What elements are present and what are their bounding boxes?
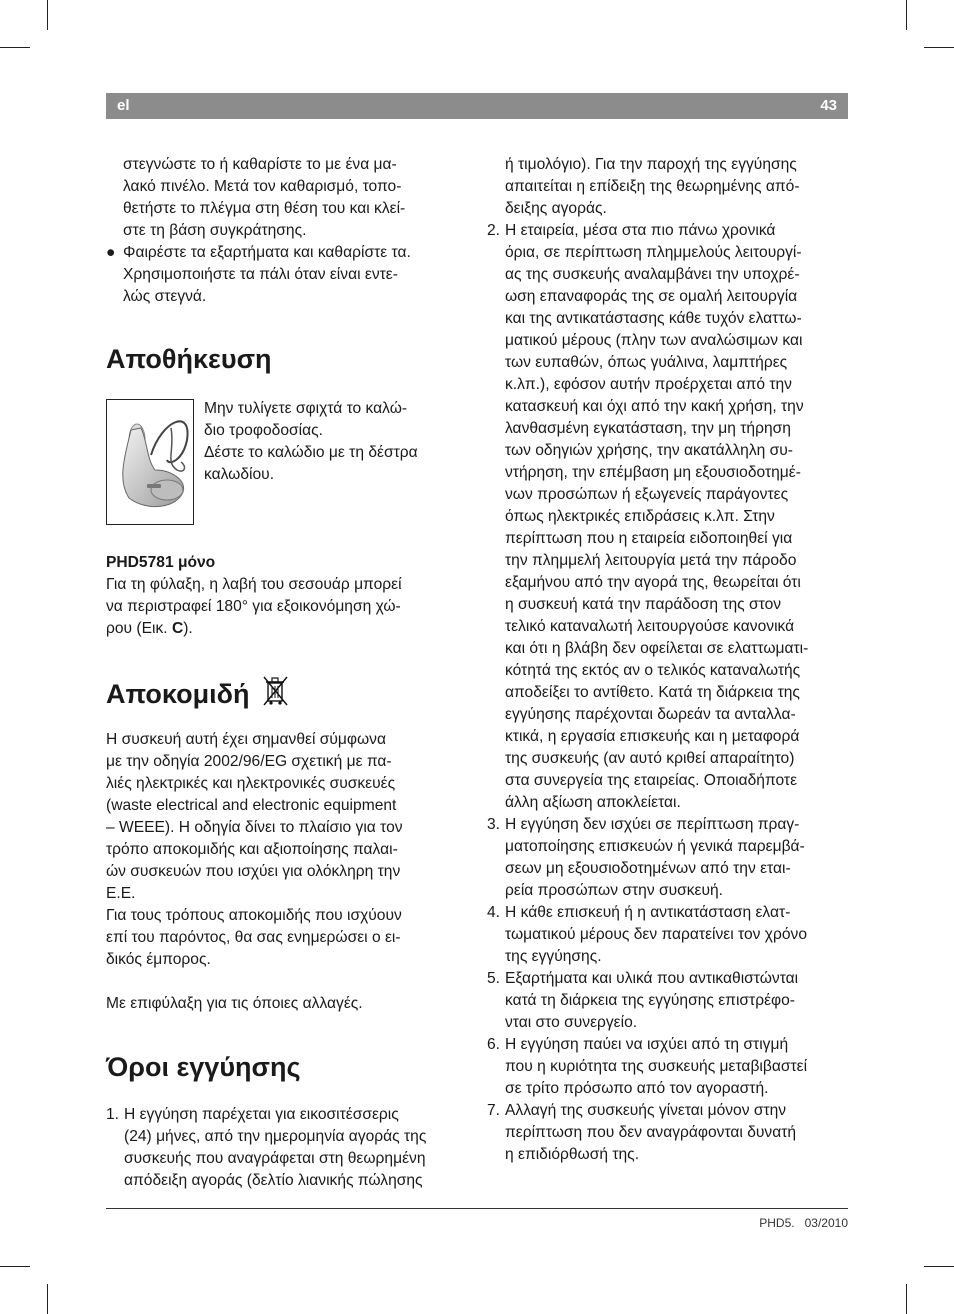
text-line: η συσκευή κατά την παράδοση της στον bbox=[505, 596, 782, 613]
text-line: Αλλαγή της συσκευής γίνεται μόνον στην bbox=[505, 1102, 787, 1119]
text-line: διο τροφοδοσίας. bbox=[204, 422, 323, 439]
crop-mark bbox=[0, 47, 30, 48]
text-line: σε τρίτο πρόσωπο από τον αγοραστή. bbox=[505, 1080, 769, 1097]
disposal-heading bbox=[106, 675, 289, 710]
text-line: νων προσώπων ή εξωγενείς παράγοντες bbox=[505, 486, 789, 503]
text-line: σεων μη εξουσιοδοτημένων από την εται- bbox=[505, 860, 791, 877]
text-line: (24) μήνες, από την ημερομηνία αγοράς της bbox=[124, 1128, 427, 1145]
text-line: απαιτείται η επίδειξη της θεωρημένης από- bbox=[505, 178, 800, 195]
text-line: ρεία προσώπων στην συσκευή. bbox=[505, 882, 724, 899]
text-line: τρόπο αποκομιδής και αξιοποίησης παλαι- bbox=[106, 841, 398, 858]
reservation-note: Με επιφύλαξη για τις όποιες αλλαγές. bbox=[106, 995, 363, 1012]
text-line: ματικού μέρους (πλην των αναλώσιμων και bbox=[505, 332, 803, 349]
disposal-text bbox=[106, 729, 468, 1015]
crop-mark bbox=[47, 1284, 48, 1314]
text-line: όπως ηλεκτρικές επιδράσεις κ.λπ. Στην bbox=[505, 508, 775, 525]
text-line: δειξης αγοράς. bbox=[505, 200, 607, 217]
crop-mark bbox=[906, 0, 907, 30]
bullet-icon: ● bbox=[106, 244, 116, 261]
spacer bbox=[106, 971, 468, 993]
disposal-heading-text: Αποκομιδή bbox=[106, 679, 250, 709]
text-line: Εξαρτήματα και υλικά που αντικαθιστώνται bbox=[505, 970, 799, 987]
bullet-item bbox=[106, 242, 468, 308]
text-line: (waste electrical and electronic equipment bbox=[106, 797, 397, 814]
crop-mark bbox=[924, 1266, 954, 1267]
text-line: θετήστε το πλέγμα στη θέση του και κλεί- bbox=[123, 200, 406, 217]
warranty-list-left bbox=[106, 1104, 468, 1192]
text-line: με την οδηγία 2002/96/EG σχετική με πα- bbox=[106, 753, 392, 770]
phd-section bbox=[106, 552, 468, 640]
text-line: λανθασμένη εγκατάσταση, την μη τήρηση bbox=[505, 420, 791, 437]
text-line: της εγγύησης. bbox=[505, 948, 602, 965]
crop-mark bbox=[906, 1284, 907, 1314]
weee-crossed-bin-icon bbox=[263, 675, 289, 707]
text-line: κ.λπ.), εφόσον αυτήν προέρχεται από την bbox=[505, 376, 792, 393]
hair-dryer-photo bbox=[106, 399, 194, 525]
text-line: Φαιρέστε τα εξαρτήματα και καθαρίστε τα. bbox=[123, 244, 411, 261]
text-line: απόδειξη αγοράς (δελτίο λιανικής πώλησης bbox=[124, 1172, 423, 1189]
text-line: Η εγγύηση παρέχεται για εικοσιτέσσερις bbox=[124, 1106, 399, 1123]
text-line: που η κυριότητα της συσκευής μεταβιβαστεί bbox=[505, 1058, 808, 1075]
text-fragment: ). bbox=[183, 620, 193, 637]
text-line: τωματικού μέρους δεν παρατείνει τον χρόνο bbox=[505, 926, 807, 943]
text-line: και ότι η βλάβη δεν οφείλεται σε ελαττωματι- bbox=[505, 640, 809, 657]
text-line: στεγνώστε το ή καθαρίστε το με ένα μα- bbox=[123, 156, 397, 173]
language-code: el bbox=[117, 97, 130, 114]
text-line: καλωδίου. bbox=[204, 466, 275, 483]
text-line: Δέστε το καλώδιο με τη δέστρα bbox=[204, 444, 418, 461]
footer bbox=[759, 1216, 848, 1230]
text-line: κατά τη διάρκεια της εγγύησης επιστρέφο- bbox=[505, 992, 795, 1009]
text-line: και της αντικατάστασης κάθε τυχόν ελαττω- bbox=[505, 310, 802, 327]
storage-heading: Αποθήκευση bbox=[106, 344, 272, 374]
text-line: των οδηγιών χρήσης, την ακατάλληλη συ- bbox=[505, 442, 794, 459]
text-line: όρια, σε περίπτωση πλημμελούς λειτουργί- bbox=[505, 244, 802, 261]
text-line: Χρησιμοποιήστε τα πάλι όταν είναι εντε- bbox=[123, 266, 398, 283]
item-number: 5. bbox=[487, 970, 501, 987]
warranty-list-right bbox=[487, 220, 851, 1166]
crop-mark bbox=[47, 0, 48, 30]
intro-text bbox=[106, 154, 468, 308]
text-line: κατασκευή και όχι από την κακή χρήση, την bbox=[505, 398, 804, 415]
text-line: επί του παρόντος, θα σας ενημερώσει ο ει- bbox=[106, 929, 401, 946]
right-column bbox=[487, 154, 851, 1166]
warranty-item-1 bbox=[106, 1104, 468, 1192]
text-line: να περιστραφεί 180° για εξοικονόμηση χώ- bbox=[106, 598, 401, 615]
phd-title: PHD5781 μόνο bbox=[106, 554, 216, 571]
text-line bbox=[106, 618, 468, 640]
text-line: Για τους τρόπους αποκομιδής που ισχύουν bbox=[106, 907, 402, 924]
figure-reference: C bbox=[171, 620, 184, 637]
text-line: δικός έμπορος. bbox=[106, 951, 211, 968]
text-line: των ευπαθών, όπως γυάλινα, λαμπτήρες bbox=[505, 354, 788, 371]
crop-mark bbox=[0, 1266, 30, 1267]
text-line: ματοποίησης επισκευών ή γενικά παρεμβά- bbox=[505, 838, 805, 855]
warranty-item-1-continued bbox=[487, 154, 851, 220]
text-line: Για τη φύλαξη, η λαβή του σεσουάρ μπορεί bbox=[106, 576, 402, 593]
text-line: κτικά, η εργασία επισκευής και η μεταφορά bbox=[505, 728, 800, 745]
text-line: Η συσκευή αυτή έχει σημανθεί σύμφωνα bbox=[106, 731, 386, 748]
hair-dryer-icon bbox=[107, 400, 193, 524]
text-line: – WEEE). Η οδηγία δίνει το πλαίσιο για τον bbox=[106, 819, 403, 836]
storage-text bbox=[204, 398, 468, 486]
text-line: συσκευής που αναγράφεται στη θεωρημένη bbox=[124, 1150, 426, 1167]
item-number: 1. bbox=[106, 1106, 120, 1123]
document-code: PHD5. bbox=[759, 1216, 795, 1230]
text-line: ή τιμολόγιο). Για την παροχή της εγγύησης bbox=[505, 156, 797, 173]
text-line: της συσκευής (αν αυτό κριθεί απαραίτητο) bbox=[505, 750, 795, 767]
text-line: ας της συσκευής αναλαμβάνει την υποχρέ- bbox=[505, 266, 800, 283]
warranty-item-3 bbox=[487, 814, 851, 902]
warranty-item-5 bbox=[487, 968, 851, 1034]
text-line: αποδείξει το αντίθετο. Κατά τη διάρκεια της bbox=[505, 684, 800, 701]
warranty-item-2 bbox=[487, 220, 851, 814]
footer-rule bbox=[106, 1208, 848, 1209]
document-date: 03/2010 bbox=[804, 1216, 848, 1230]
text-line: ντήρηση, την επέμβαση μη εξουσιοδοτημέ- bbox=[505, 464, 801, 481]
text-line: τελικό καταναλωτή λειτουργούσε κανονικά bbox=[505, 618, 795, 635]
item-number: 4. bbox=[487, 904, 501, 921]
text-line: Η εταιρεία, μέσα στα πιο πάνω χρονικά bbox=[505, 222, 776, 239]
text-line: εγγύησης παρέχονται δωρεάν τα ανταλλα- bbox=[505, 706, 796, 723]
text-line: η επιδιόρθωσή της. bbox=[505, 1146, 640, 1163]
item-number: 2. bbox=[487, 222, 501, 239]
text-line: Η εγγύηση δεν ισχύει σε περίπτωση πραγ- bbox=[505, 816, 800, 833]
text-line: στα συνεργεία της εταιρείας. Οποιαδήποτε bbox=[505, 772, 798, 789]
text-line: την πλημμελή λειτουργία μετά την πάροδο bbox=[505, 552, 797, 569]
text-fragment: ρου (Εικ. bbox=[106, 620, 172, 637]
item-number: 3. bbox=[487, 816, 501, 833]
header-bar bbox=[106, 93, 848, 119]
text-line: Η κάθε επισκευή ή η αντικατάσταση ελατ- bbox=[505, 904, 791, 921]
text-line: λιές ηλεκτρικές και ηλεκτρονικές συσκευές bbox=[106, 775, 396, 792]
text-line: άλλη αξίωση αποκλείεται. bbox=[505, 794, 681, 811]
text-line: λακό πινέλο. Μετά τον καθαρισμό, τοπο- bbox=[123, 178, 402, 195]
item-number: 7. bbox=[487, 1102, 501, 1119]
text-line: Μην τυλίγετε σφιχτά το καλώ- bbox=[204, 400, 408, 417]
text-line: Ε.Ε. bbox=[106, 885, 136, 902]
text-line: λώς στεγνά. bbox=[123, 288, 207, 305]
warranty-item-4 bbox=[487, 902, 851, 968]
text-line: περίπτωση που δεν αναγράφονται δυνατή bbox=[505, 1124, 797, 1141]
warranty-heading: Όροι εγγύησης bbox=[106, 1052, 301, 1082]
text-line: Η εγγύηση παύει να ισχύει από τη στιγμή bbox=[505, 1036, 789, 1053]
text-line: περίπτωση που η εταιρεία ειδοποιηθεί για bbox=[505, 530, 793, 547]
text-line: στε τη βάση συγκράτησης. bbox=[123, 222, 307, 239]
warranty-item-7 bbox=[487, 1100, 851, 1166]
page-number: 43 bbox=[820, 97, 837, 114]
crop-mark bbox=[924, 47, 954, 48]
text-line: ών συσκευών που ισχύει για ολόκληρη την bbox=[106, 863, 401, 880]
text-line: κότητά της εκτός αν ο τελικός καταναλωτής bbox=[505, 662, 801, 679]
text-line: εξαμήνου από την αγορά της, θεωρείται ότι bbox=[505, 574, 801, 591]
item-number: 6. bbox=[487, 1036, 501, 1053]
warranty-item-6 bbox=[487, 1034, 851, 1100]
text-line: νται στο συνεργείο. bbox=[505, 1014, 638, 1031]
text-line: ωση επαναφοράς της σε ομαλή λειτουργία bbox=[505, 288, 798, 305]
